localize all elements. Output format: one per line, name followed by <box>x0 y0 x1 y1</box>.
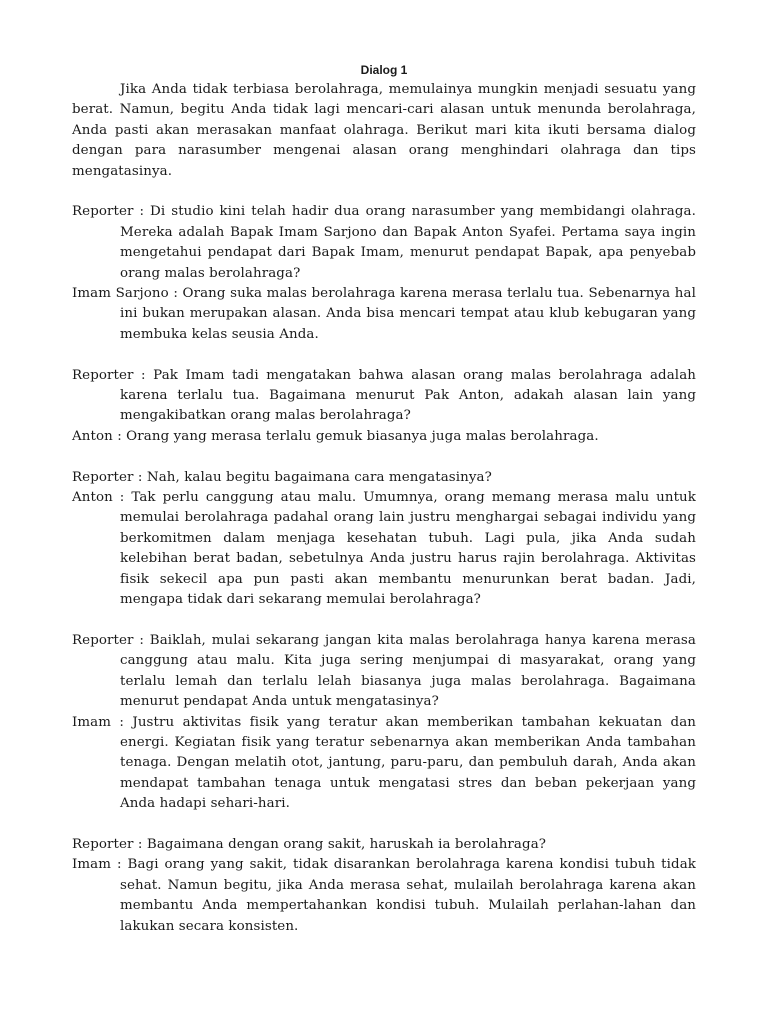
dialog-turn-reporter-2: Reporter : Pak Imam tadi mengatakan bahwa alasan orang malas berolahraga adalah karena terlalu tua. Bagaimana menurut Pak Anton, adakah alasan lain yang mengakibatkan orang malas berolahraga? <box>72 367 696 424</box>
dialog-turn-imam-2: Imam : Justru aktivitas fisik yang teratur akan memberikan tambahan kekuatan dan energi. Kegiatan fisik yang teratur sebenarnya akan memberikan Anda tambahan tenaga. Dengan melatih otot, jantung, paru-paru, dan pembuluh darah, Anda akan mendapat tambahan tenaga untuk mengatasi stres dan beban pekerjaan yang Anda hadapi sehari-hari. <box>72 714 696 812</box>
document-page <box>72 0 696 937</box>
paragraph-spacer <box>72 611 696 631</box>
dialog-turn-reporter-1: Reporter : Di studio kini telah hadir dua orang narasumber yang membidangi olahraga. Mereka adalah Bapak Imam Sarjono dan Bapak Anton Syafei. Pertama saya ingin mengetahui pendapat dari Bapak Imam, menurut pendapat Bapak, apa penyebab orang malas berolahraga? <box>72 204 696 281</box>
dialog-turn-anton-1: Anton : Orang yang merasa terlalu gemuk biasanya juga malas berolahraga. <box>72 428 599 444</box>
dialog-turn-reporter-4: Reporter : Baiklah, mulai sekarang jangan kita malas berolahraga hanya karena merasa canggung atau malu. Kita juga sering menjumpai di masyarakat, orang yang terlalu lemah dan terlalu lelah biasanya juga malas berolahraga. Bagaimana menurut pendapat Anda untuk mengatasinya? <box>72 632 696 710</box>
paragraph-spacer <box>72 815 696 835</box>
document-title: Dialog 1 <box>360 63 408 77</box>
dialog-turn-imam-3: Imam : Bagi orang yang sakit, tidak disarankan berolahraga karena kondisi tubuh tidak sehat. Namun begitu, jika Anda merasa sehat, mulailah berolahraga karena akan membantu Anda mempertahankan kondisi tubuh. Mulailah perlahan-lahan dan lakukan secara konsisten. <box>72 857 696 934</box>
dialog-turn-reporter-3: Reporter : Nah, kalau begitu bagaimana cara mengatasinya? <box>72 469 492 485</box>
paragraph-spacer <box>72 345 696 365</box>
dialog-turn-imam-1: Imam Sarjono : Orang suka malas berolahraga karena merasa terlalu tua. Sebenarnya hal ini bukan merupakan alasan. Anda bisa mencari tempat atau klub kebugaran yang membuka kelas seusia Anda. <box>72 286 696 342</box>
dialog-turn-anton-2: Anton : Tak perlu canggung atau malu. Umumnya, orang memang merasa malu untuk memulai berolahraga padahal orang lain justru menghargai sebagai individu yang berkomitmen dalam menjaga kesehatan tubuh. Lagi pula, jika Anda sudah kelebihan berat badan, sebetulnya Anda justru harus rajin berolahraga. Aktivitas fisik sekecil apa pun pasti akan membantu menurunkan berat badan. Jadi, mengapa tidak dari sekarang memulai berolahraga? <box>72 490 696 608</box>
dialog-turn-reporter-5: Reporter : Bagaimana dengan orang sakit, haruskah ia berolahraga? <box>72 836 547 852</box>
intro-paragraph: Jika Anda tidak terbiasa berolahraga, memulainya mungkin menjadi sesuatu yang berat. Namun, begitu Anda tidak lagi mencari-cari alasan untuk menunda berolahraga, Anda pasti akan merasakan manfaat olahraga. Berikut mari kita ikuti bersama dialog dengan para narasumber mengenai alasan orang menghindari olahraga dan tips mengatasinya. <box>72 82 696 179</box>
paragraph-spacer <box>72 447 696 467</box>
